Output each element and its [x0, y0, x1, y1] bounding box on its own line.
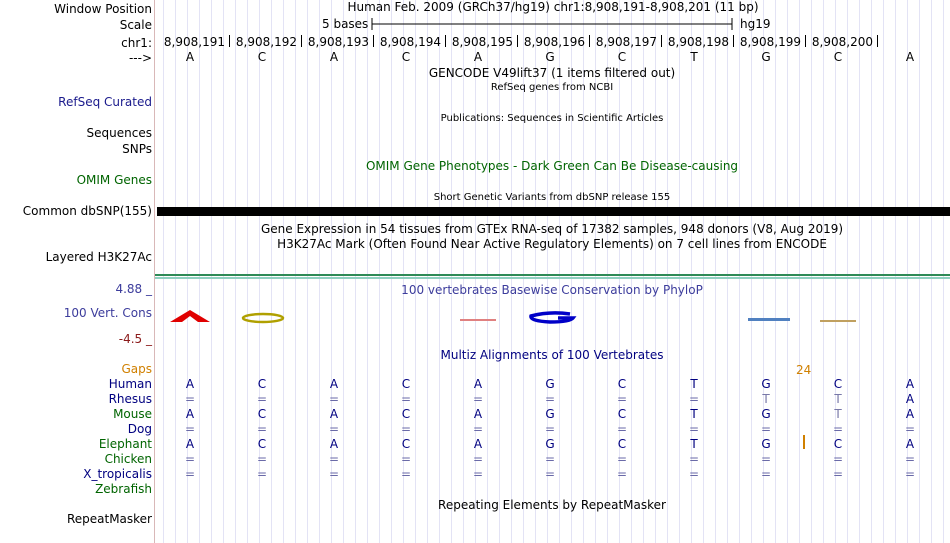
cons-logo-A-small [460, 319, 496, 321]
ruler-tick [517, 35, 518, 47]
gtex-track-desc: Gene Expression in 54 tissues from GTEx RNA-seq of 17382 samples, 948 donors (V8, Aug 2019) [260, 222, 844, 236]
alignment-base: = [256, 452, 268, 466]
alignment-base: = [688, 392, 700, 406]
sequence-base: T [690, 50, 698, 64]
grid-line [355, 0, 356, 543]
alignment-base: = [904, 452, 916, 466]
conservation-logo [0, 308, 950, 328]
grid-line [211, 0, 212, 543]
gap-count: 24 [796, 363, 812, 377]
alignment-base: C [257, 437, 267, 451]
alignment-base: = [400, 467, 412, 481]
dbsnp-track-desc: Short Genetic Variants from dbSNP release 155 [433, 192, 671, 203]
grid-line [775, 0, 776, 543]
ruler-tick [445, 35, 446, 47]
alignment-base: C [833, 377, 843, 391]
ruler-label: 8,908,193 [307, 35, 369, 49]
h3k27ac-signal-line-2 [155, 277, 950, 279]
grid-line [631, 0, 632, 543]
alignment-base: = [328, 422, 340, 436]
sequence-base: A [905, 50, 915, 64]
alignment-base: = [688, 452, 700, 466]
alignment-base: G [761, 437, 771, 451]
grid-line [919, 0, 920, 543]
alignment-base: = [616, 392, 628, 406]
assembly-label: hg19 [740, 17, 771, 31]
alignment-base: A [905, 437, 915, 451]
track-label-vert-cons[interactable]: 100 Vert. Cons [63, 306, 152, 320]
track-label-repeatmasker[interactable]: RepeatMasker [66, 512, 152, 526]
alignment-base: G [761, 377, 771, 391]
sequence-base: C [401, 50, 411, 64]
alignment-base: = [616, 452, 628, 466]
species-label-rhesus[interactable]: Rhesus [108, 392, 152, 406]
dbsnp-feature-bar[interactable] [157, 207, 950, 216]
grid-line [271, 0, 272, 543]
species-label-x_tropicalis[interactable]: X_tropicalis [83, 467, 152, 481]
grid-line [247, 0, 248, 543]
grid-line [379, 0, 380, 543]
grid-line [235, 0, 236, 543]
alignment-base: A [905, 392, 915, 406]
track-label-dbsnp[interactable]: Common dbSNP(155) [22, 204, 152, 218]
alignment-base: = [760, 467, 772, 481]
grid-line [427, 0, 428, 543]
alignment-base: A [329, 437, 339, 451]
species-label-elephant[interactable]: Elephant [98, 437, 152, 451]
ruler-tick [229, 35, 230, 47]
pubs-track-desc: Publications: Sequences in Scientific Articles [440, 113, 664, 124]
h3k27ac-track-desc: H3K27Ac Mark (Often Found Near Active Regulatory Elements) on 7 cell lines from ENCODE [277, 237, 827, 251]
multiz-track-desc: Multiz Alignments of 100 Vertebrates [440, 348, 664, 362]
alignment-base: A [473, 437, 483, 451]
omim-track-desc: OMIM Gene Phenotypes - Dark Green Can Be Disease-causing [365, 159, 739, 173]
sequence-base: G [545, 50, 555, 64]
strand-label: ---> [128, 51, 152, 65]
alignment-base: = [832, 452, 844, 466]
species-label-zebrafish[interactable]: Zebrafish [95, 482, 152, 496]
grid-line [751, 0, 752, 543]
ruler-label: 8,908,199 [739, 35, 801, 49]
alignment-base: = [400, 392, 412, 406]
track-label-h3k27ac[interactable]: Layered H3K27Ac [45, 250, 152, 264]
gaps-label: Gaps [121, 362, 152, 376]
cons-logo-C-small [820, 320, 856, 322]
alignment-base: A [473, 407, 483, 421]
grid-line [715, 0, 716, 543]
grid-line [679, 0, 680, 543]
alignment-base: = [184, 467, 196, 481]
ruler-label: 8,908,200 [811, 35, 873, 49]
alignment-base: A [329, 407, 339, 421]
species-label-chicken[interactable]: Chicken [104, 452, 152, 466]
grid-line [787, 0, 788, 543]
alignment-base: C [617, 407, 627, 421]
alignment-base: = [184, 422, 196, 436]
grid-line [487, 0, 488, 543]
grid-line [199, 0, 200, 543]
cons-logo-C [243, 314, 283, 322]
window-position-text: Human Feb. 2009 (GRCh37/hg19) chr1:8,908,191-8,908,201 (11 bp) [347, 0, 759, 14]
alignment-base: T [690, 377, 698, 391]
grid-line [667, 0, 668, 543]
scale-bar [0, 0, 950, 40]
alignment-base: G [545, 377, 555, 391]
ruler-label: 8,908,192 [235, 35, 297, 49]
grid-line [703, 0, 704, 543]
species-label-mouse[interactable]: Mouse [113, 407, 152, 421]
grid-line [463, 0, 464, 543]
alignment-base: = [400, 422, 412, 436]
alignment-base: = [616, 422, 628, 436]
alignment-base: C [257, 377, 267, 391]
alignment-base: A [185, 437, 195, 451]
grid-line [895, 0, 896, 543]
alignment-base: = [256, 392, 268, 406]
alignment-base: A [185, 377, 195, 391]
track-label-omim[interactable]: OMIM Genes [76, 173, 152, 187]
cons-logo-A [170, 310, 210, 322]
ruler-tick [589, 35, 590, 47]
grid-line [655, 0, 656, 543]
sequence-base: A [329, 50, 339, 64]
alignment-base: A [329, 377, 339, 391]
label-separator [154, 0, 155, 543]
sequence-base: A [185, 50, 195, 64]
alignment-base: T [834, 407, 842, 421]
alignment-base: C [401, 407, 411, 421]
alignment-base: = [544, 467, 556, 481]
cons-ymin-label: -4.5 _ [118, 332, 152, 346]
alignment-base: T [690, 407, 698, 421]
alignment-base: = [832, 467, 844, 481]
h3k27ac-signal-line [155, 274, 950, 276]
alignment-base: = [832, 422, 844, 436]
grid-line [175, 0, 176, 543]
alignment-base: = [328, 452, 340, 466]
alignment-base: = [328, 467, 340, 481]
alignment-base: G [761, 407, 771, 421]
grid-line [859, 0, 860, 543]
ruler-tick [733, 35, 734, 47]
alignment-base: = [256, 422, 268, 436]
ruler-label: 8,908,197 [595, 35, 657, 49]
cons-logo-G [531, 313, 573, 322]
ruler-label: 8,908,198 [667, 35, 729, 49]
track-label-refseq[interactable]: RefSeq Curated [58, 95, 152, 109]
alignment-base: = [904, 422, 916, 436]
alignment-base: = [472, 422, 484, 436]
alignment-base: = [184, 392, 196, 406]
grid-line [307, 0, 308, 543]
gap-marker [803, 435, 805, 449]
ruler-tick [301, 35, 302, 47]
cons-ymax-label: 4.88 _ [115, 282, 152, 296]
ruler-tick [877, 35, 878, 47]
sequence-base: C [257, 50, 267, 64]
alignment-base: A [905, 377, 915, 391]
track-label-sequences[interactable]: Sequences [86, 126, 152, 140]
refseq-track-desc: RefSeq genes from NCBI [490, 82, 614, 93]
ruler-label: 8,908,196 [523, 35, 585, 49]
species-label-dog[interactable]: Dog [127, 422, 152, 436]
repeatmasker-track-desc: Repeating Elements by RepeatMasker [438, 498, 666, 512]
ruler-tick [373, 35, 374, 47]
alignment-base: G [545, 407, 555, 421]
alignment-base: T [834, 392, 842, 406]
phylop-track-desc: 100 vertebrates Basewise Conservation by PhyloP [401, 283, 703, 297]
alignment-base: = [544, 392, 556, 406]
sequence-base: C [617, 50, 627, 64]
alignment-base: C [617, 437, 627, 451]
alignment-base: = [472, 452, 484, 466]
alignment-base: = [760, 452, 772, 466]
grid-line [415, 0, 416, 543]
alignment-base: = [184, 452, 196, 466]
alignment-base: = [400, 452, 412, 466]
ruler-label: 8,908,191 [163, 35, 225, 49]
species-label-human[interactable]: Human [108, 377, 152, 391]
grid-line [439, 0, 440, 543]
grid-line [727, 0, 728, 543]
track-label-snps[interactable]: SNPs [122, 142, 152, 156]
alignment-base: = [688, 467, 700, 481]
scale-text: 5 bases [322, 17, 369, 31]
alignment-base: = [472, 467, 484, 481]
alignment-base: = [544, 452, 556, 466]
grid-line [295, 0, 296, 543]
alignment-base: = [472, 392, 484, 406]
alignment-base: C [257, 407, 267, 421]
grid-line [223, 0, 224, 543]
grid-line [343, 0, 344, 543]
alignment-base: T [762, 392, 770, 406]
alignment-base: C [401, 437, 411, 451]
sequence-base: C [833, 50, 843, 64]
ruler-label: 8,908,195 [451, 35, 513, 49]
grid-line [943, 0, 944, 543]
scale-label: Scale [119, 18, 152, 32]
grid-line [871, 0, 872, 543]
sequence-base: G [761, 50, 771, 64]
grid-line [847, 0, 848, 543]
alignment-base: = [688, 422, 700, 436]
ruler-label: 8,908,194 [379, 35, 441, 49]
grid-line [319, 0, 320, 543]
alignment-base: = [760, 422, 772, 436]
grid-line [823, 0, 824, 543]
ruler-tick [805, 35, 806, 47]
cons-logo-G-small [748, 318, 790, 321]
alignment-base: = [904, 467, 916, 481]
grid-line [931, 0, 932, 543]
alignment-base: T [690, 437, 698, 451]
alignment-base: = [328, 392, 340, 406]
alignment-base: A [905, 407, 915, 421]
alignment-base: = [256, 467, 268, 481]
alignment-base: = [616, 467, 628, 481]
alignment-base: C [617, 377, 627, 391]
gencode-track-title[interactable]: GENCODE V49lift37 (1 items filtered out) [428, 66, 676, 80]
alignment-base: G [545, 437, 555, 451]
grid-line [811, 0, 812, 543]
grid-line [739, 0, 740, 543]
grid-line [643, 0, 644, 543]
grid-line [451, 0, 452, 543]
grid-line [883, 0, 884, 543]
sequence-base: A [473, 50, 483, 64]
alignment-base: A [473, 377, 483, 391]
grid-line [799, 0, 800, 543]
grid-line [163, 0, 164, 543]
alignment-base: C [833, 437, 843, 451]
chr-label: chr1: [121, 36, 152, 50]
grid-line [391, 0, 392, 543]
alignment-base: A [185, 407, 195, 421]
alignment-base: C [401, 377, 411, 391]
grid-line [283, 0, 284, 543]
window-position-label: Window Position [54, 2, 152, 16]
alignment-base: = [544, 422, 556, 436]
ruler-tick [661, 35, 662, 47]
grid-line [367, 0, 368, 543]
